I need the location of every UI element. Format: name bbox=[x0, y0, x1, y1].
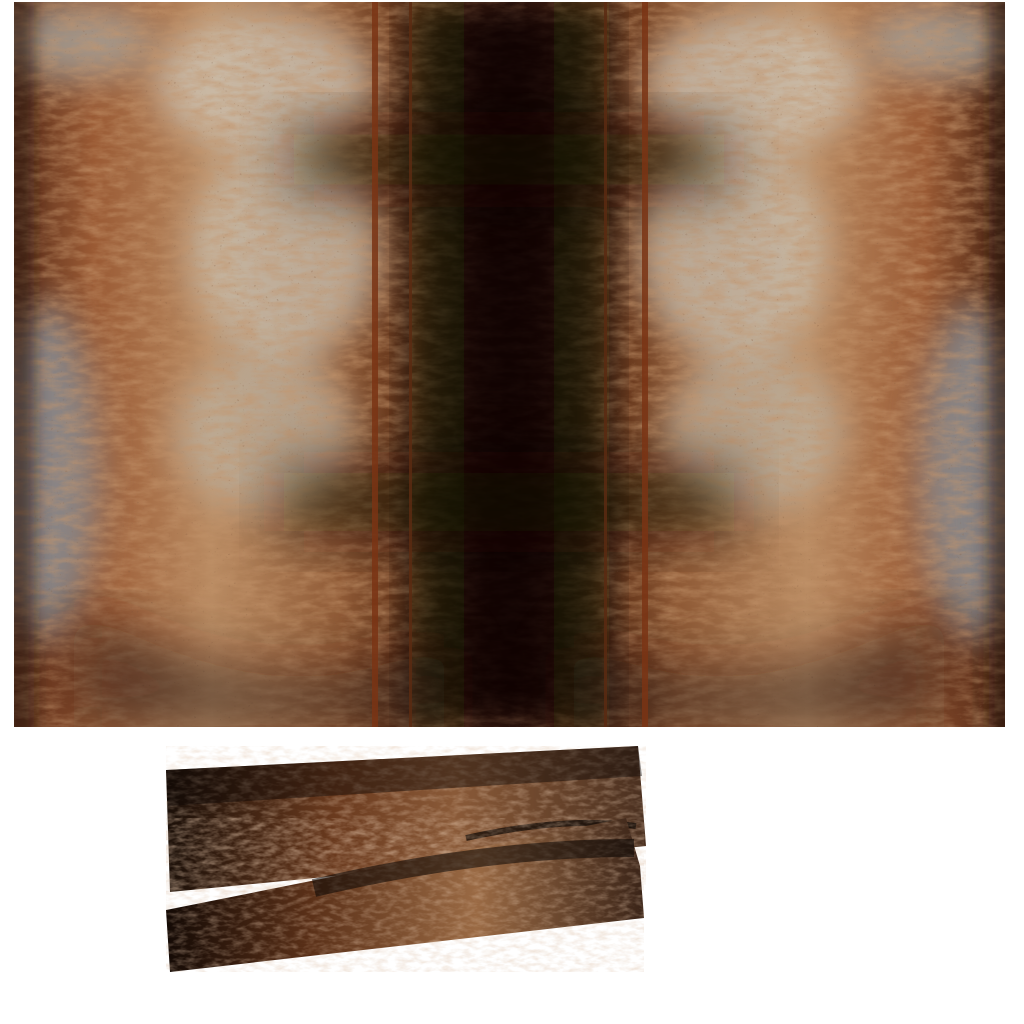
rust-strip-lower-graphic bbox=[164, 818, 648, 976]
rusted-metal-panel bbox=[14, 2, 1005, 727]
rust-texture-graphic bbox=[14, 2, 1005, 727]
rust-strip-lower bbox=[164, 818, 648, 976]
